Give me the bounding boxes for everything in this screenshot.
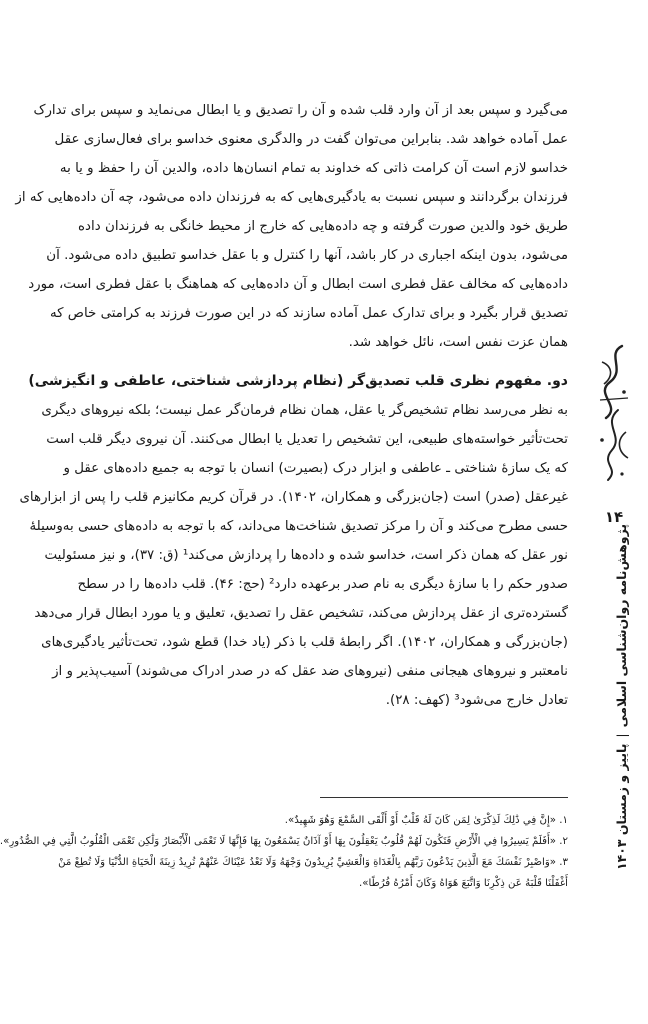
text-line: خداسو لازم است آن کرامت ذاتی که خداوند به تمام انسان‌ها داده، والدین آن را حفظ و یا به — [59, 161, 568, 176]
text-line: تحت‌تأثیر خواسته‌های طبیعی، این تشخیص را تعدیل یا ابطال می‌کنند. آن نیروی دیگر قلب است — [46, 432, 568, 447]
text-line: می‌شود، بدون اینکه اجباری در کار باشد، آنها را کنترل و با عقل خداسو تطبیق داده می‌شود. آن — [46, 248, 568, 263]
footnote-2: ۲. «أَفَلَمْ يَسِيرُوا فِي الْأَرْضِ فَتَكُونَ لَهُمْ قُلُوبٌ يَعْقِلُونَ بِهَا أَوْ آذَانٌ يَسْمَعُونَ بِهَا فَإِنَّهَا لَا تَعْمَى الْأَبْصَارُ وَلَٰكِن تَعْمَى الْقُلُوبُ الَّتِي فِي الصُّدُورِ». — [0, 836, 568, 847]
text-line: (جان‌بزرگی و همکاران، ۱۴۰۲). اگر رابطهٔ قلب با ذکر (یاد خدا) قطع شود، تحت‌تأثیر یادگیری‌های — [41, 635, 568, 650]
text-line: داده‌هایی که مخالف عقل فطری است ابطال و آن داده‌هایی که هماهنگ با عقل فطری است، مورد — [28, 277, 568, 292]
footnote-separator — [320, 797, 568, 798]
text-line: به نظر می‌رسد نظام تشخیص‌گر یا عقل، همان نظام فرمان‌گر عمل نیست؛ بلکه نیروهای دیگری — [41, 403, 568, 418]
text-line: عمل آماده خواهد شد. بنابراین می‌توان گفت در والدگری معنوی خداسو برای فعال‌سازی عقل — [54, 132, 568, 147]
text-line: حسی مطرح می‌کند و آن را مرکز تصدیق شناخت‌ها می‌داند، که با توجه به داده‌های حسی به‌وسیلهٔ — [29, 519, 568, 534]
text-line: نور عقل که همان ذکر است، خداسو شده و داده‌ها را پردازش می‌کند¹ (ق: ۳۷)، و نیز مسئولیت — [44, 548, 568, 563]
text-line: صدور حکم را با سازهٔ دیگری به نام صدر برعهده دارد² (حج: ۴۶). قلب داده‌ها را در سطح — [77, 577, 568, 592]
text-line: طریق خود والدین صورت گرفته و چه داده‌هایی که خارج از محیط خانگی به فرزندان داده — [78, 219, 568, 234]
paragraph-1 — [15, 96, 568, 357]
main-text — [15, 96, 568, 715]
text-line: غیرعقل (صدر) است (جان‌بزرگی و همکاران، ۱۴۰۲). در قرآن کریم مکانیزم قلب را پس از ابزارهای — [19, 490, 568, 505]
text-line: نامعتبر و نیروهای هیجانی منفی (نیروهای ضد عقل که در صدر ادراک می‌شوند) آسیب‌پذیر و از — [52, 664, 568, 679]
text-line: فرزندان برگردانند و سپس نسبت به یادگیری‌هایی که به فرزندان داده می‌شود، چه آن داده‌هایی که از — [15, 190, 568, 205]
paragraph-2 — [19, 396, 568, 715]
issue-date: پاییز و زمستان ۱۴۰۳ — [614, 743, 629, 870]
footnote-3: ۳. «وَاصْبِرْ نَفْسَكَ مَعَ الَّذِينَ يَدْعُونَ رَبَّهُم بِالْغَدَاةِ وَالْعَشِيِّ يُرِيدُونَ وَجْهَهُ وَلَا تَعْدُ عَيْنَاكَ عَنْهُمْ تُرِيدُ زِينَةَ الْحَيَاةِ الدُّنْيَا وَلَا تُطِعْ مَنْ — [58, 857, 568, 868]
footnote-1: ۱. «إِنَّ فِي ذَٰلِكَ لَذِكْرَىٰ لِمَن كَانَ لَهُ قَلْبٌ أَوْ أَلْقَى السَّمْعَ وَهُوَ شَهِيدٌ». — [284, 815, 568, 826]
text-line: تعادل خارج می‌شود³ (کهف: ۲۸). — [385, 693, 568, 708]
text-line: گسترده‌تری از عقل پردازش می‌کند، تشخیص عقل را تصدیق، تعلیق و یا مورد ابطال قرار می‌دهد — [34, 606, 568, 621]
text-line: که یک سازهٔ شناختی ـ عاطفی و ابزار درک (بصیرت) انسان با توجه به جمیع داده‌های عقل و — [63, 461, 568, 476]
journal-title: پژوهش‌نامه روان‌شناسی اسلامی — [614, 523, 629, 728]
footnote-3-continued: أَغْفَلْنَا قَلْبَهُ عَن ذِكْرِنَا وَاتَّبَعَ هَوَاهُ وَكَانَ أَمْرُهُ فُرُطًا». — [359, 878, 568, 889]
text-line: همان عزت نفس است، نائل خواهد شد. — [348, 335, 568, 350]
running-header — [614, 524, 629, 870]
footnotes — [0, 810, 568, 894]
section-heading: دو. مفهوم نظری قلب تصدیق‌گر (نظام پردازشی شناختی، عاطفی و انگیزشی) — [28, 373, 568, 389]
text-line: می‌گیرد و سپس بعد از آن وارد قلب شده و آن را تصدیق و یا ابطال می‌نماید و سپس برای تدارک — [33, 103, 568, 118]
header-separator: | — [614, 733, 629, 738]
text-line: تصدیق قرار بگیرد و برای تدارک عمل آماده سازند که در این صورت فرزند به کرامتی خاص که — [49, 306, 568, 321]
journal-calligraphy-logo-icon — [592, 340, 636, 490]
page-number: ۱۴ — [604, 508, 624, 526]
margin-column — [586, 340, 642, 1000]
